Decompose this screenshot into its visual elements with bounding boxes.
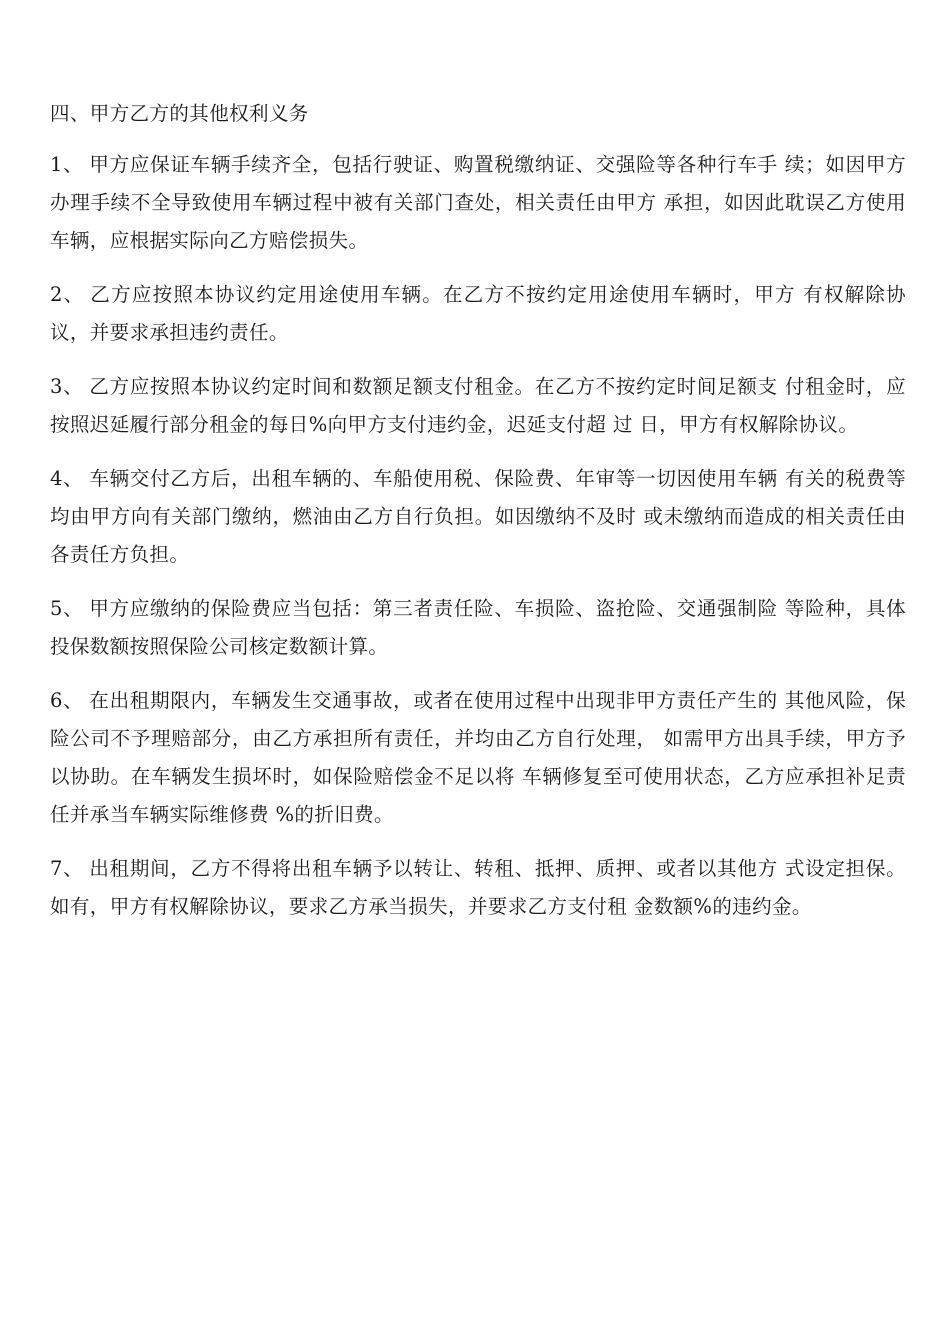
clause-number: 4、 xyxy=(50,467,84,490)
clause-1 xyxy=(50,146,906,260)
clause-4 xyxy=(50,460,906,574)
clause-text: 车辆交付乙方后，出租车辆的、车船使用税、保险费、年审等一切因使用车辆 有关的税费等均由甲方向有关部门缴纳，燃油由乙方自行负担。如因缴纳不及时 或未缴纳而造成的相关责任由各责任方负担。 xyxy=(50,467,906,566)
clause-text: 在出租期限内，车辆发生交通事故，或者在使用过程中出现非甲方责任产生的 其他风险，保险公司不予理赔部分，由乙方承担所有责任，并均由乙方自行处理， 如需甲方出具手续，甲方予以协助。在车辆发生损坏时，如保险赔偿金不足以将 车辆修复至可使用状态，乙方应承担补足责任并承当车辆实际维修费 %的折旧费。 xyxy=(50,689,906,826)
clause-text: 乙方应按照本协议约定用途使用车辆。在乙方不按约定用途使用车辆时，甲方 有权解除协议，并要求承担违约责任。 xyxy=(50,283,906,344)
clause-5 xyxy=(50,590,906,666)
clause-number: 3、 xyxy=(50,375,84,398)
section-heading: 四、甲方乙方的其他权利义务 xyxy=(50,102,309,125)
clause-number: 5、 xyxy=(50,597,84,620)
clause-7 xyxy=(50,850,906,926)
clause-text: 乙方应按照本协议约定时间和数额足额支付租金。在乙方不按约定时间足额支 付租金时，应按照迟延履行部分租金的每日%向甲方支付违约金，迟延支付超 过 日，甲方有权解除协议。 xyxy=(50,375,906,436)
clause-number: 7、 xyxy=(50,857,84,880)
document-page xyxy=(50,100,906,942)
clause-text: 出租期间，乙方不得将出租车辆予以转让、转租、抵押、质押、或者以其他方 式设定担保。如有，甲方有权解除协议，要求乙方承当损失，并要求乙方支付租 金数额%的违约金。 xyxy=(50,857,906,918)
clause-number: 2、 xyxy=(50,283,85,306)
clause-number: 6、 xyxy=(50,689,84,712)
clause-text: 甲方应保证车辆手续齐全，包括行驶证、购置税缴纳证、交强险等各种行车手 续；如因甲方办理手续不全导致使用车辆过程中被有关部门查处，相关责任由甲方 承担，如因此耽误乙方使用车辆，应根据实际向乙方赔偿损失。 xyxy=(50,153,906,252)
clause-number: 1、 xyxy=(50,153,84,176)
clause-2 xyxy=(50,276,906,352)
clause-text: 甲方应缴纳的保险费应当包括：第三者责任险、车损险、盗抢险、交通强制险 等险种，具体投保数额按照保险公司核定数额计算。 xyxy=(50,597,906,658)
clause-6 xyxy=(50,682,906,834)
clause-3 xyxy=(50,368,906,444)
